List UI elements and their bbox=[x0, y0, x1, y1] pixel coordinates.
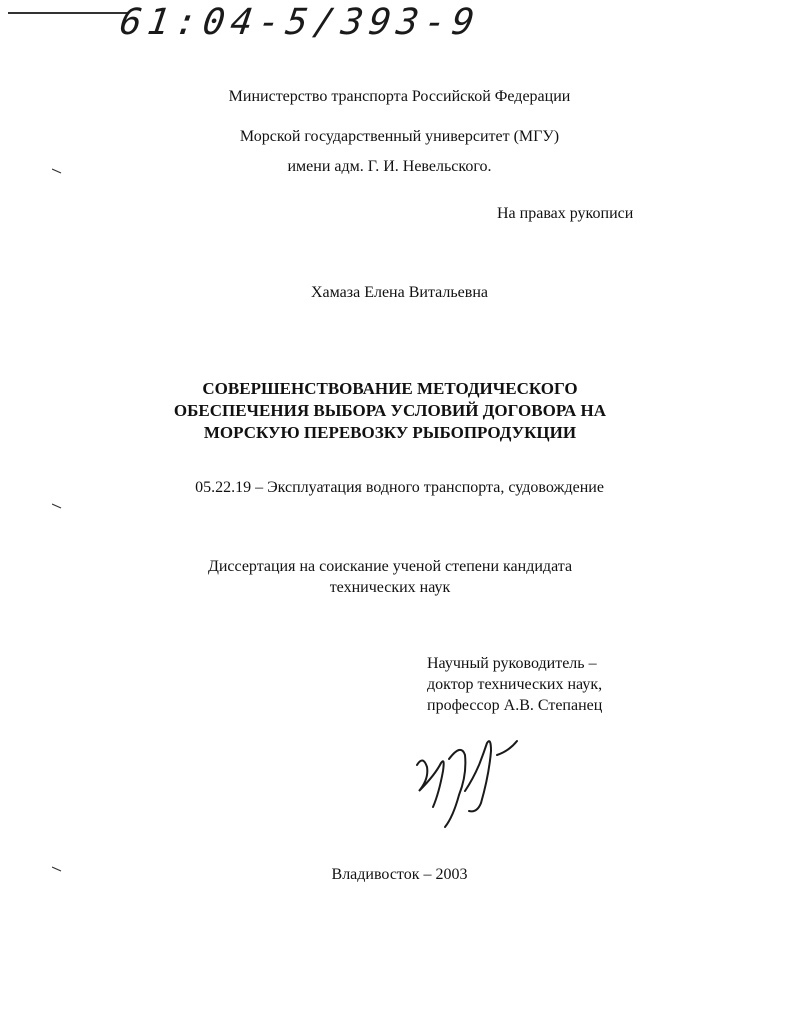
author-name: Хамаза Елена Витальевна bbox=[311, 284, 488, 301]
scan-mark bbox=[52, 168, 62, 174]
title-line-1: СОВЕРШЕНСТВОВАНИЕ МЕТОДИЧЕСКОГО bbox=[202, 379, 578, 398]
scan-mark bbox=[52, 503, 62, 509]
supervisor-line-1: Научный руководитель – bbox=[427, 655, 597, 672]
supervisor-line-2: доктор технических наук, bbox=[427, 676, 603, 693]
scan-mark bbox=[52, 866, 62, 872]
degree-line-2: технических наук bbox=[329, 579, 451, 596]
supervisor-signature bbox=[405, 735, 535, 830]
university-line-1: Морской государственный университет (МГУ) bbox=[239, 128, 560, 145]
archive-number: 61:04-5/393-9 bbox=[117, 2, 483, 43]
dissertation-degree bbox=[150, 556, 630, 598]
ministry-line: Министерство транспорта Российской Федерации bbox=[228, 88, 571, 105]
degree-line-1: Диссертация на соискание ученой степени кандидата bbox=[207, 558, 573, 575]
rights-note: На правах рукописи bbox=[497, 205, 634, 222]
title-line-3: МОРСКУЮ ПЕРЕВОЗКУ РЫБОПРОДУКЦИИ bbox=[203, 423, 577, 442]
title-line-2: ОБЕСПЕЧЕНИЯ ВЫБОРА УСЛОВИЙ ДОГОВОРА НА bbox=[173, 401, 607, 420]
supervisor-block bbox=[427, 653, 602, 716]
university-line-2: имени адм. Г. И. Невельского. bbox=[287, 158, 492, 175]
specialty-code: 05.22.19 – Эксплуатация водного транспорта, судовождение bbox=[195, 479, 604, 496]
dissertation-title bbox=[120, 378, 660, 444]
supervisor-line-3: профессор А.В. Степанец bbox=[427, 697, 603, 714]
scan-stroke bbox=[8, 12, 128, 14]
place-and-year: Владивосток – 2003 bbox=[331, 866, 468, 883]
